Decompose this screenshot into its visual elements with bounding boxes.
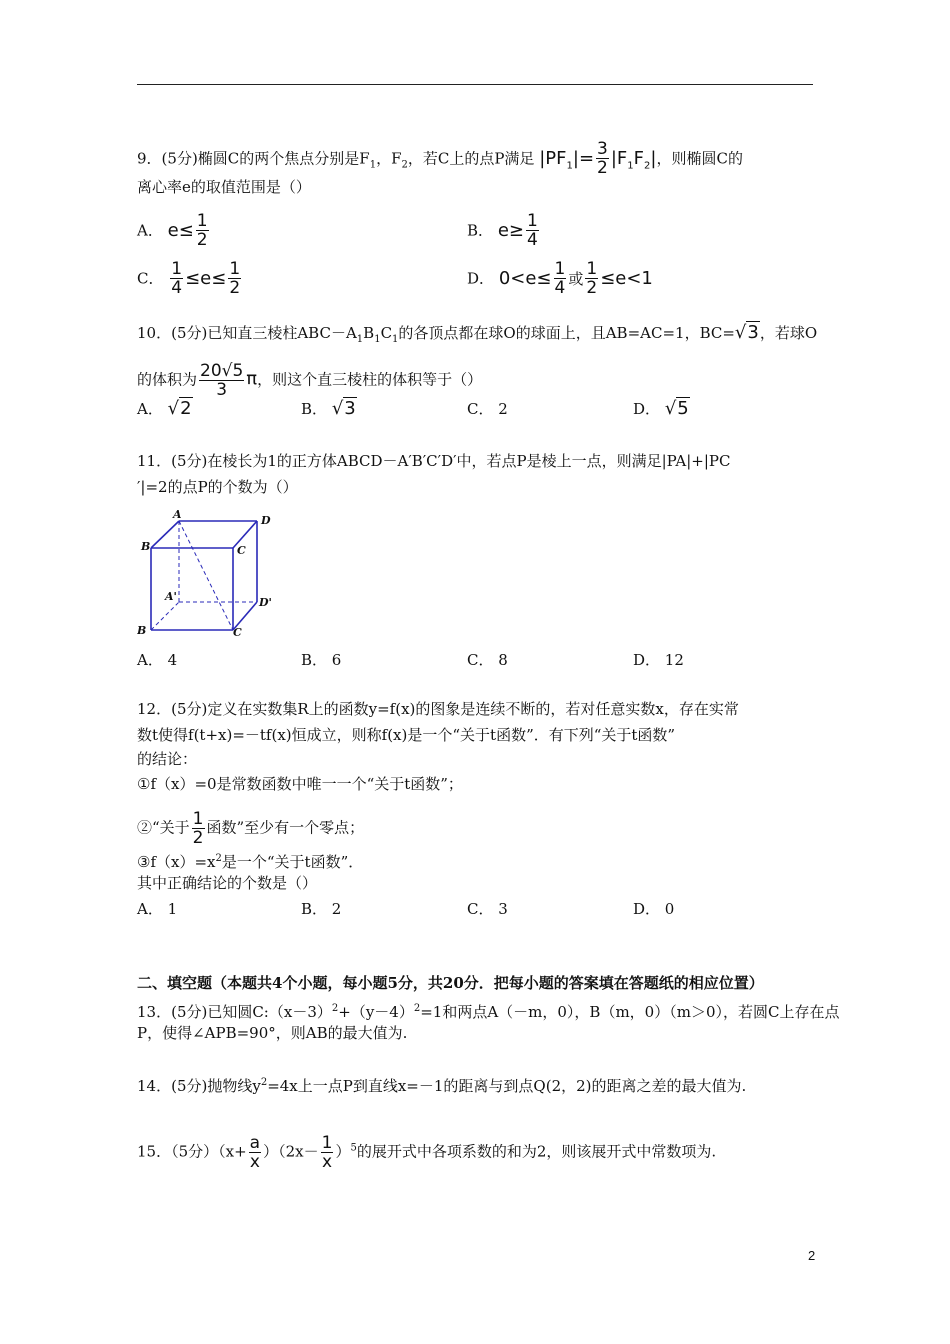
q10-option-d[interactable]: D． √5 — [633, 398, 689, 419]
section-2-heading: 二、填空题（本题共4个小题，每小题5分，共20分．把每小题的答案填在答题纸的相应位置） — [137, 974, 764, 992]
cube-edge — [151, 521, 179, 548]
cube-label-a1: A' — [165, 590, 177, 603]
q13-line2: P，使得∠APB=90°，则AB的最大值为. — [137, 1024, 408, 1042]
q12-conclusion-1: ①f（x）=0是常数函数中唯一一个“关于t函数”； — [137, 775, 463, 793]
q11-option-d[interactable]: D． 12 — [633, 651, 684, 669]
q11-option-b[interactable]: B． 6 — [301, 651, 342, 669]
q12-stem-line3: 的结论： — [137, 750, 198, 768]
cube-label-d: D — [261, 514, 271, 527]
q11-stem-line2: ′|=2的点P的个数为（） — [137, 478, 298, 496]
q15-line: 15．（5分）（x+ $\frac{a}{x}$ ）（2x－ $\frac{1}{x}$ ）$^5$的展开式中各项系数的和为2，则该展开式中常数项为. — [137, 1133, 717, 1172]
page-number: 2 — [808, 1248, 816, 1263]
cube-figure — [137, 508, 277, 640]
q9-option-a[interactable]: A． e≤ $\frac{1}{2}$ — [137, 211, 208, 250]
q10-option-a[interactable]: A． √2 — [137, 398, 192, 419]
q12-option-b[interactable]: B． 2 — [301, 900, 342, 918]
cube-label-b1: B — [137, 624, 147, 637]
q10-stem-line1: 10．(5分)已知直三棱柱$ABC-A_1B_1C_1$的各顶点都在球O的球面上，且AB=AC=1，BC=√3，若球O — [137, 322, 818, 345]
q14-line: 14．(5分)抛物线$y^2=4x$上一点P到直线x=－1的距离与到点Q(2，2)的距离之差的最大值为. — [137, 1077, 747, 1095]
cube-label-d1: D' — [259, 596, 272, 609]
q11-option-c[interactable]: C． 8 — [467, 651, 508, 669]
q12-stem-line2: 数t使得f(t+x)=－tf(x)恒成立，则称f(x)是一个“关于t函数”．有下列“关于t函数” — [137, 726, 676, 744]
q10-option-b[interactable]: B． √3 — [301, 398, 356, 419]
q12-option-a[interactable]: A． 1 — [137, 900, 178, 918]
q9-stem-line1: 9．(5分)椭圆C的两个焦点分别是$F_1$，$F_2$，若C上的点P满足 $|PF_1|=$ $\frac{3}{2}$ $|F_1F_2|$，则椭圆C的 — [137, 139, 743, 178]
q10-option-c[interactable]: C． 2 — [467, 400, 508, 418]
q13-line1: 13．(5分)已知圆$C:(x-3)^2+(y-4)^2=1$和两点A（－m，0），B（m，0）（m＞0），若圆C上存在点 — [137, 1003, 840, 1021]
q12-stem-line1: 12．(5分)定义在实数集R上的函数y=f(x)的图象是连续不断的，若对任意实数x，存在实常 — [137, 700, 739, 718]
cube-label-c: C — [237, 544, 246, 557]
q12-option-d[interactable]: D． 0 — [633, 900, 675, 918]
q9-condition: $|PF_1|=$ $\frac{3}{2}$ $|F_1F_2|$ — [539, 139, 657, 178]
q11-option-a[interactable]: A． 4 — [137, 651, 178, 669]
q9-option-d[interactable]: D． 0<e≤ $\frac{1}{4}$ 或 $\frac{1}{2}$ ≤e<1 — [467, 259, 653, 298]
q9-option-c[interactable]: C． $\frac{1}{4}$ ≤e≤ $\frac{1}{2}$ — [137, 259, 241, 298]
q11-stem-line1: 11．(5分)在棱长为1的正方体ABCD－A′B′C′D′中，若点P是棱上一点，则满足|PA|+|PC — [137, 452, 731, 470]
header-rule — [137, 84, 813, 85]
cube-label-c1: C — [233, 626, 242, 639]
q12-ask: 其中正确结论的个数是（） — [137, 874, 318, 892]
q12-conclusion-3: $③f(x)=x^2$是一个“关于t函数”． — [137, 853, 364, 871]
cube-hidden-edge — [151, 602, 179, 630]
cube-label-a: A — [173, 508, 182, 521]
cube-diagonal-ac1 — [179, 521, 233, 630]
q12-conclusion-2: ②“关于 $\frac{1}{2}$ 函数”至少有一个零点； — [137, 809, 365, 848]
q9-option-b[interactable]: B． e≥ $\frac{1}{4}$ — [467, 211, 538, 250]
q9-stem-line2: 离心率e的取值范围是（） — [137, 178, 311, 196]
q10-stem-line2: 的体积为 $\frac{20√5}{3}$ π，则这个直三棱柱的体积等于（） — [137, 361, 483, 400]
cube-label-b: B — [141, 540, 151, 553]
q12-option-c[interactable]: C． 3 — [467, 900, 508, 918]
